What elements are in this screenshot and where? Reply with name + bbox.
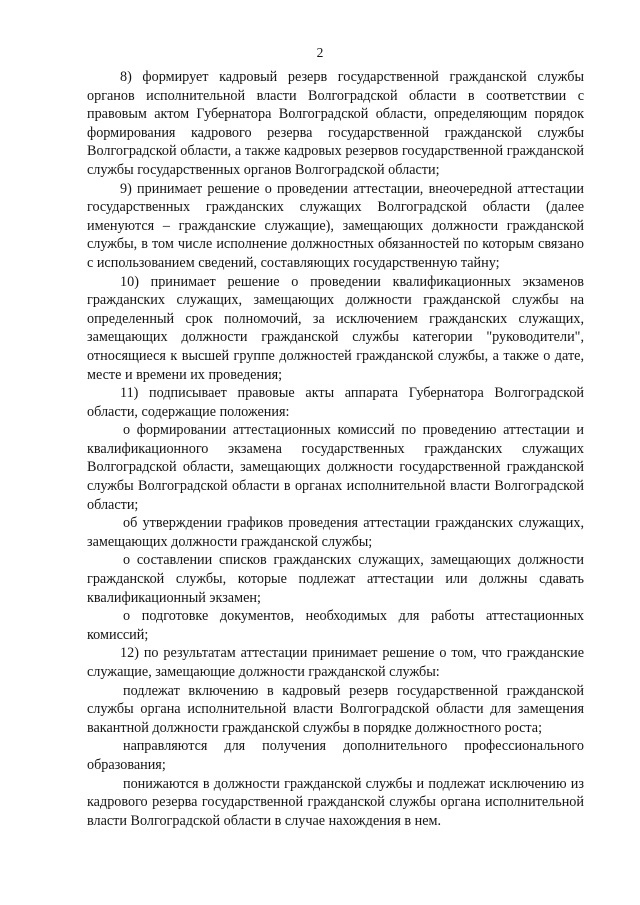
paragraph-item-12: 12) по результатам аттестации принимает решение о том, что гражданские служащие, замещающие должности гражданской службы:	[87, 645, 584, 680]
paragraph-item-11: 11) подписывает правовые акты аппарата Губернатора Волгоградской области, содержащие положения:	[87, 385, 584, 420]
page-number: 2	[316, 45, 324, 60]
paragraph-item-11-commissions: о формировании аттестационных комиссий по проведению аттестации и квалификационного экзамена государственных гражданских служащих Волгоградской области, замещающих должности государственной гражданской службы Волгоградской области в органах исполнительной власти Волгоградской области;	[87, 422, 584, 513]
paragraph-item-11-schedules: об утверждении графиков проведения аттестации гражданских служащих, замещающих должности гражданской службы;	[87, 515, 584, 550]
paragraph-item-11-lists: о составлении списков гражданских служащих, замещающих должности гражданской службы, которые подлежат аттестации или должны сдавать квалификационный экзамен;	[87, 552, 584, 606]
paragraph-item-12-reserve: подлежат включению в кадровый резерв государственной гражданской службы органа исполнительной власти Волгоградской области для замещения вакантной должности гражданской службы в порядке должностного роста;	[87, 682, 584, 736]
paragraph-item-8: 8) формирует кадровый резерв государственной гражданской службы органов исполнительной власти Волгоградской области в соответствии с правовым актом Губернатора Волгоградской области, определяющим порядок формирования кадрового резерва государственной гражданской службы Волгоградской области, а также кадровых резервов государственной гражданской службы государственных органов Волгоградской области;	[87, 69, 584, 178]
paragraph-item-9: 9) принимает решение о проведении аттестации, внеочередной аттестации государственных гражданских служащих Волгоградской области (далее именуются – гражданские служащие), замещающих должности гражданской службы, в том числе исполнение должностных обязанностей по которым связано с использованием сведений, составляющих государственную тайну;	[87, 180, 584, 271]
paragraph-item-11-documents: о подготовке документов, необходимых для работы аттестационных комиссий;	[87, 608, 584, 643]
paragraph-item-12-demotion: понижаются в должности гражданской службы и подлежат исключению из кадрового резерва государственной гражданской службы органа исполнительной власти Волгоградской области в случае нахождения в нем.	[87, 775, 584, 829]
document-body	[87, 68, 584, 830]
paragraph-item-10: 10) принимает решение о проведении квалификационных экзаменов гражданских служащих, замещающих должности гражданской службы на определенный срок полномочий, за исключением гражданских служащих, замещающих должности гражданской службы категории "руководители", относящиеся к высшей группе должностей гражданской службы, а также о дате, месте и времени их проведения;	[87, 273, 584, 383]
paragraph-item-12-education: направляются для получения дополнительного профессионального образования;	[87, 738, 584, 773]
